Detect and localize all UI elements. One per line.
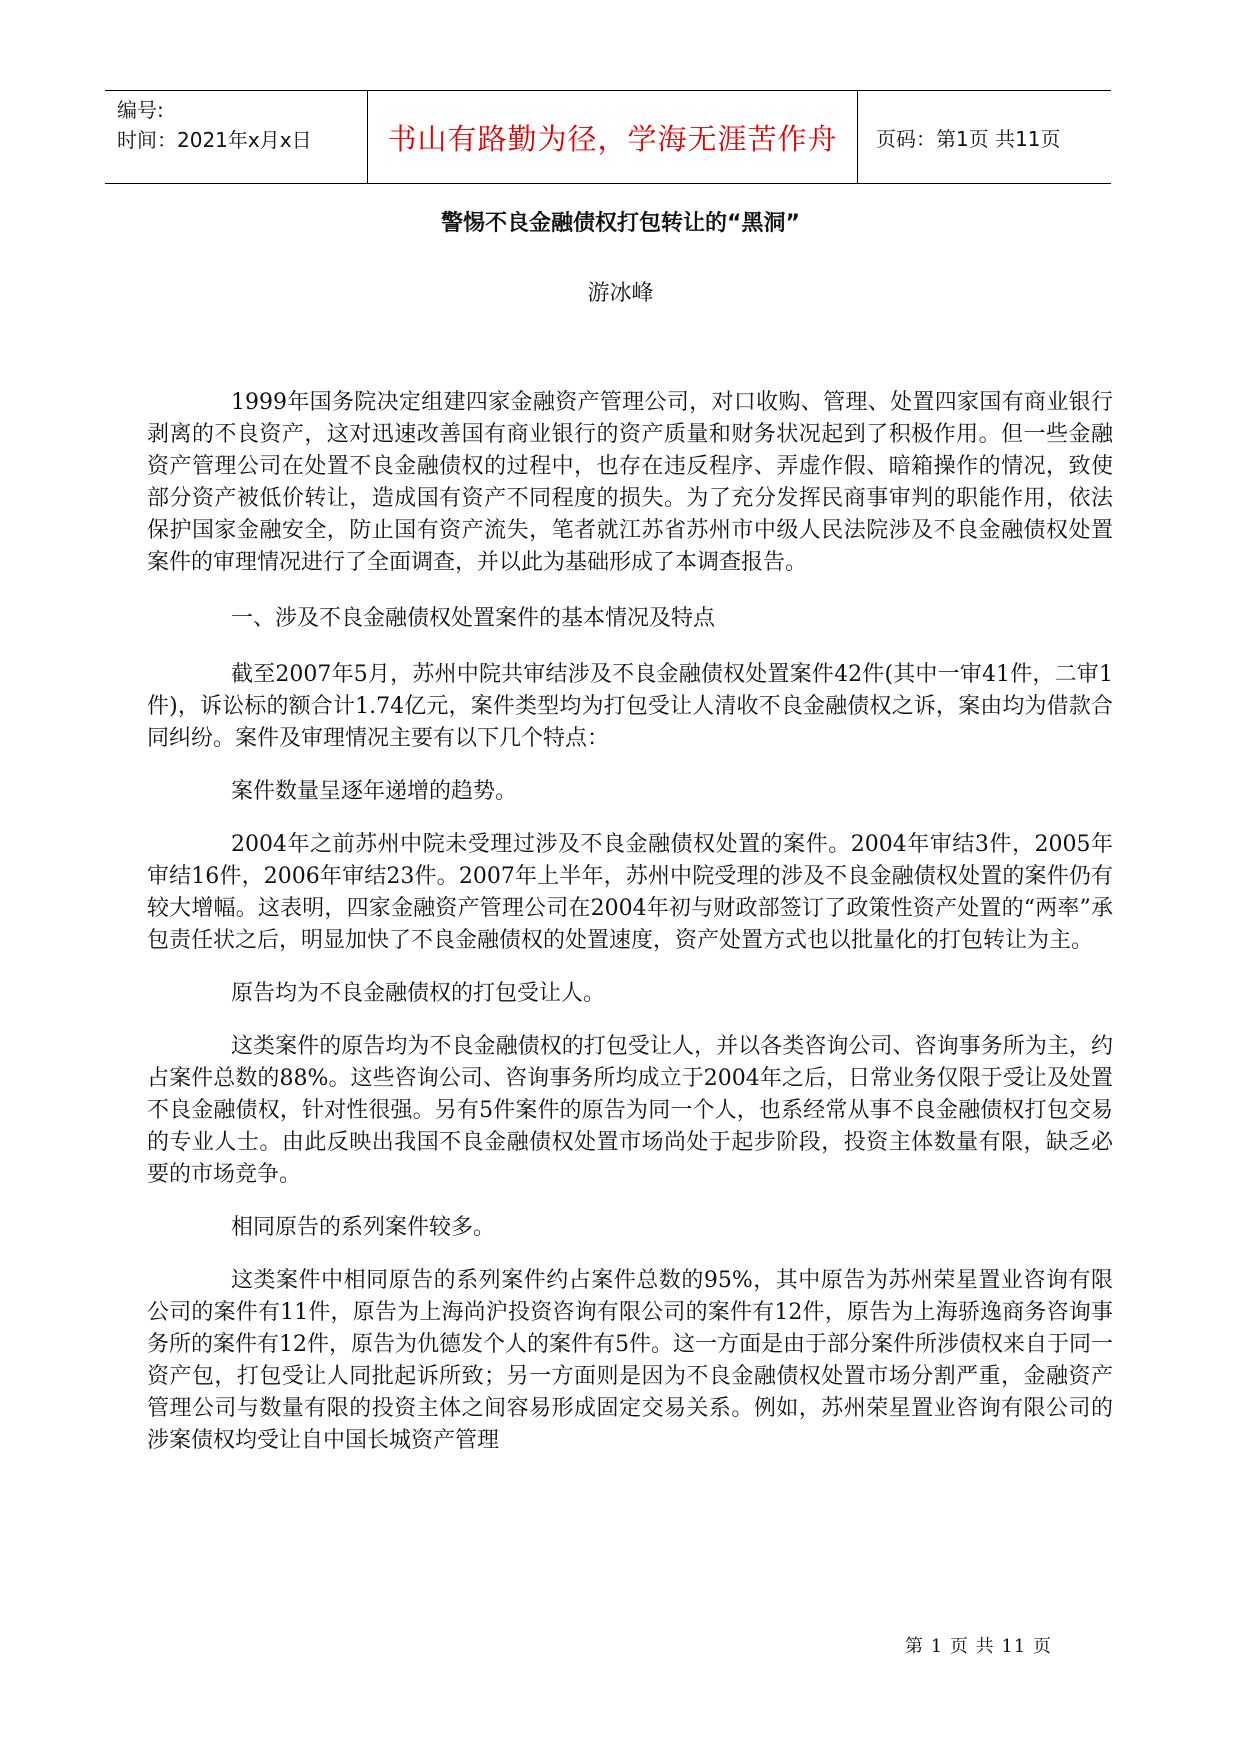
subheading: 相同原告的系列案件较多。 xyxy=(231,1215,496,1240)
paragraph: 这类案件中相同原告的系列案件约占案件总数的95%，其中原告为苏州荣星置业咨询有限公司的案件有11件，原告为上海尚沪投资咨询有限公司的案件有12件，原告为上海骄逸商务咨询事务所的案件有12件，原告为仇德发个人的案件有5件。这一方面是由于部分案件所涉债权来自于同一资产包，打包受让人同批起诉所致；另一方面则是因为不良金融债权处置市场分割严重，金融资产管理公司与数量有限的投资主体之间容易形成固定交易关系。例如，苏州荣星置业咨询有限公司的涉案债权均受让自中国长城资产管理 xyxy=(147,1268,1113,1453)
paragraph-intro: 1999年国务院决定组建四家金融资产管理公司，对口收购、管理、处置四家国有商业银行剥离的不良资产，这对迅速改善国有商业银行的资产质量和财务状况起到了积极作用。但一些金融资产管理公司在处置不良金融债权的过程中，也存在违反程序、弄虚作假、暗箱操作的情况，致使部分资产被低价转让，造成国有资产不同程度的损失。为了充分发挥民商事审判的职能作用，依法保护国家金融安全，防止国有资产流失，笔者就江苏省苏州市中级人民法院涉及不良金融债权处置案件的审理情况进行了全面调查，并以此为基础形成了本调查报告。 xyxy=(147,390,1113,575)
article-author: 游冰峰 xyxy=(587,281,654,306)
paragraph: 截至2007年5月，苏州中院共审结涉及不良金融债权处置案件42件(其中一审41件，二审1件)，诉讼标的额合计1.74亿元，案件类型均为打包受让人清收不良金融债权之诉，案由均为借款合同纠纷。案件及审理情况主要有以下几个特点： xyxy=(147,662,1113,751)
article-title: 警惕不良金融债权打包转让的“黑洞” xyxy=(441,211,800,236)
page-header xyxy=(105,90,1111,184)
paragraph: 这类案件的原告均为不良金融债权的打包受让人，并以各类咨询公司、咨询事务所为主，约占案件总数的88%。这些咨询公司、咨询事务所均成立于2004年之后，日常业务仅限于受让及处置不良金融债权，针对性很强。另有5件案件的原告为同一个人，也系经常从事不良金融债权打包交易的专业人士。由此反映出我国不良金融债权处置市场尚处于起步阶段，投资主体数量有限，缺乏必要的市场竞争。 xyxy=(147,1034,1113,1187)
article-body xyxy=(147,387,1113,1457)
paragraph: 2004年之前苏州中院未受理过涉及不良金融债权处置的案件。2004年审结3件，2005年审结16件，2006年审结23件。2007年上半年，苏州中院受理的涉及不良金融债权处置的案件仍有较大增幅。这表明，四家金融资产管理公司在2004年初与财政部签订了政策性资产处置的“两率”承包责任状之后，明显加快了不良金融债权的处置速度，资产处置方式也以批量化的打包转让为主。 xyxy=(147,832,1113,953)
subheading: 案件数量呈逐年递增的趋势。 xyxy=(231,779,518,804)
header-motto: 书山有路勤为径，学海无涯苦作舟 xyxy=(387,121,838,156)
header-page-info: 页码：第1页 共11页 xyxy=(876,126,1061,151)
document-time-label: 时间：2021年x月x日 xyxy=(117,128,312,152)
document-number-label: 编号: xyxy=(117,98,164,122)
header-meta xyxy=(117,95,367,155)
subheading: 原告均为不良金融债权的打包受让人。 xyxy=(231,981,606,1006)
section-heading: 一、涉及不良金融债权处置案件的基本情况及特点 xyxy=(231,606,716,631)
page-footer: 第 1 页 共 11 页 xyxy=(905,1636,1052,1657)
